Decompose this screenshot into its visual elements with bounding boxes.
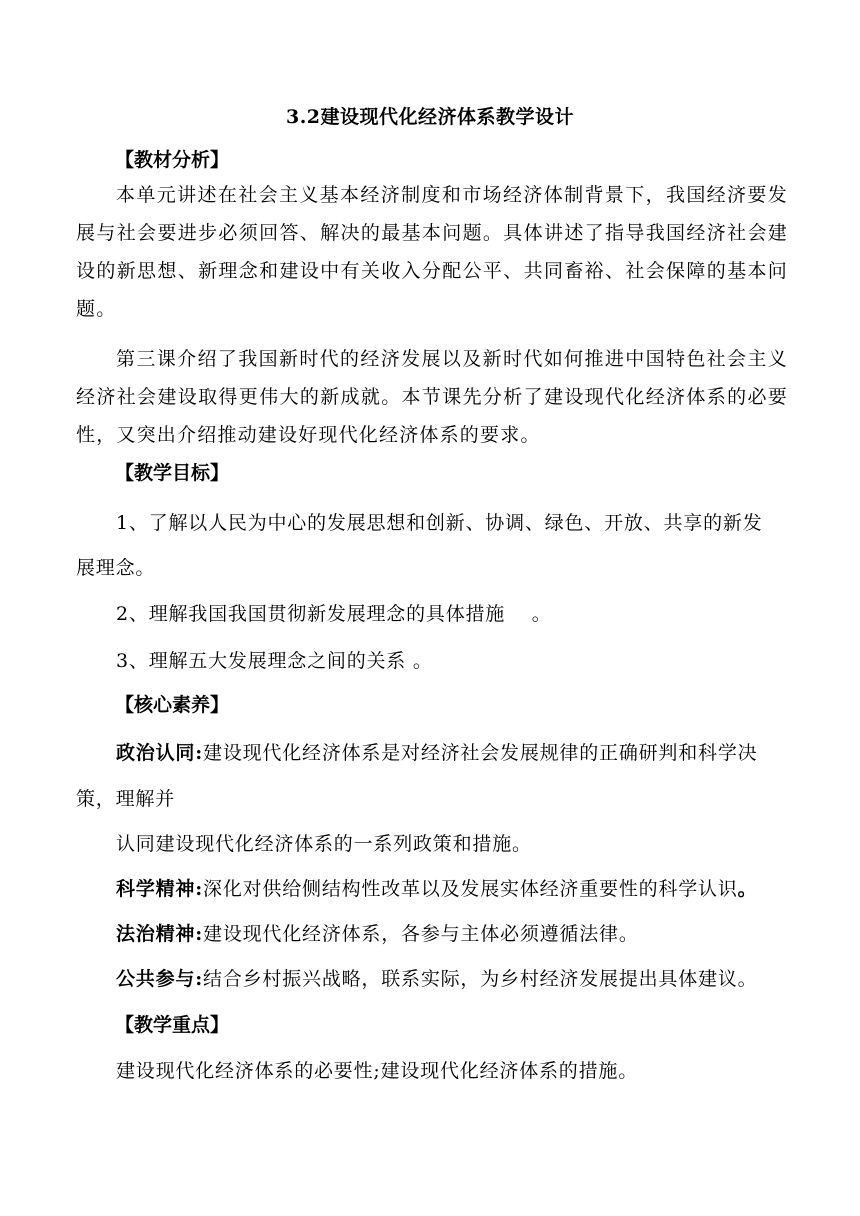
science-spirit-period: 。 (737, 878, 758, 900)
material-analysis-paragraph-2: 第三课介绍了我国新时代的经济发展以及新时代如何推进中国特色社会主义经济社会建设取得更伟大的新成就。本节课先分析了建设现代化经济体系的必要性，又突出介绍推动建设好现代化经济体系的要求。 (76, 348, 788, 446)
public-participation-text: 结合乡村振兴战略，联系实际，为乡村经济发展提出具体建议。 (203, 968, 758, 990)
key-points-text: 建设现代化经济体系的必要性;建设现代化经济体系的措施。 (116, 1060, 639, 1082)
heading-teaching-goals: 【教学目标】 (115, 462, 230, 484)
goal-2: 2、理解我国我国贯彻新发展理念的具体措施 。 (116, 603, 552, 625)
public-participation-label: 公共参与: (116, 968, 204, 990)
document-title: 3.2建设现代化经济体系教学设计 (285, 106, 575, 128)
heading-key-points: 【教学重点】 (115, 1014, 230, 1036)
science-spirit-label: 科学精神: (116, 878, 204, 900)
goal-1-line-2: 展理念。 (76, 557, 156, 579)
political-identity-text: 建设现代化经济体系是对经济社会发展规律的正确研判和科学决 (203, 742, 758, 764)
rule-of-law-text: 建设现代化经济体系，各参与主体必须遵循法律。 (203, 923, 639, 945)
goal-3: 3、理解五大发展理念之间的关系 。 (116, 650, 433, 672)
heading-core-literacy: 【核心素养】 (115, 694, 230, 716)
science-spirit-text: 深化对供给侧结构性改革以及发展实体经济重要性的科学认识 (203, 878, 738, 900)
political-identity-line-3: 认同建设现代化经济体系的一系列政策和措施。 (116, 833, 532, 855)
public-participation-line (116, 966, 757, 992)
heading-material-analysis: 【教材分析】 (115, 149, 230, 171)
political-identity-label: 政治认同: (116, 742, 204, 764)
rule-of-law-line (116, 921, 639, 947)
science-spirit-line (116, 876, 757, 902)
goal-1-line-1: 1、了解以人民为中心的发展思想和创新、协调、绿色、开放、共享的新发 (116, 512, 763, 534)
political-identity-line-1 (116, 740, 757, 766)
material-analysis-paragraph-1: 本单元讲述在社会主义基本经济制度和市场经济体制背景下，我国经济要发展与社会要进步必须回答、解决的最基本问题。具体讲述了指导我国经济社会建设的新思想、新理念和建设中有关收入分配公平、共同畜裕、社会保障的基本问题。 (76, 184, 788, 320)
political-identity-line-2: 策，理解并 (76, 788, 176, 810)
rule-of-law-label: 法治精神: (116, 923, 204, 945)
